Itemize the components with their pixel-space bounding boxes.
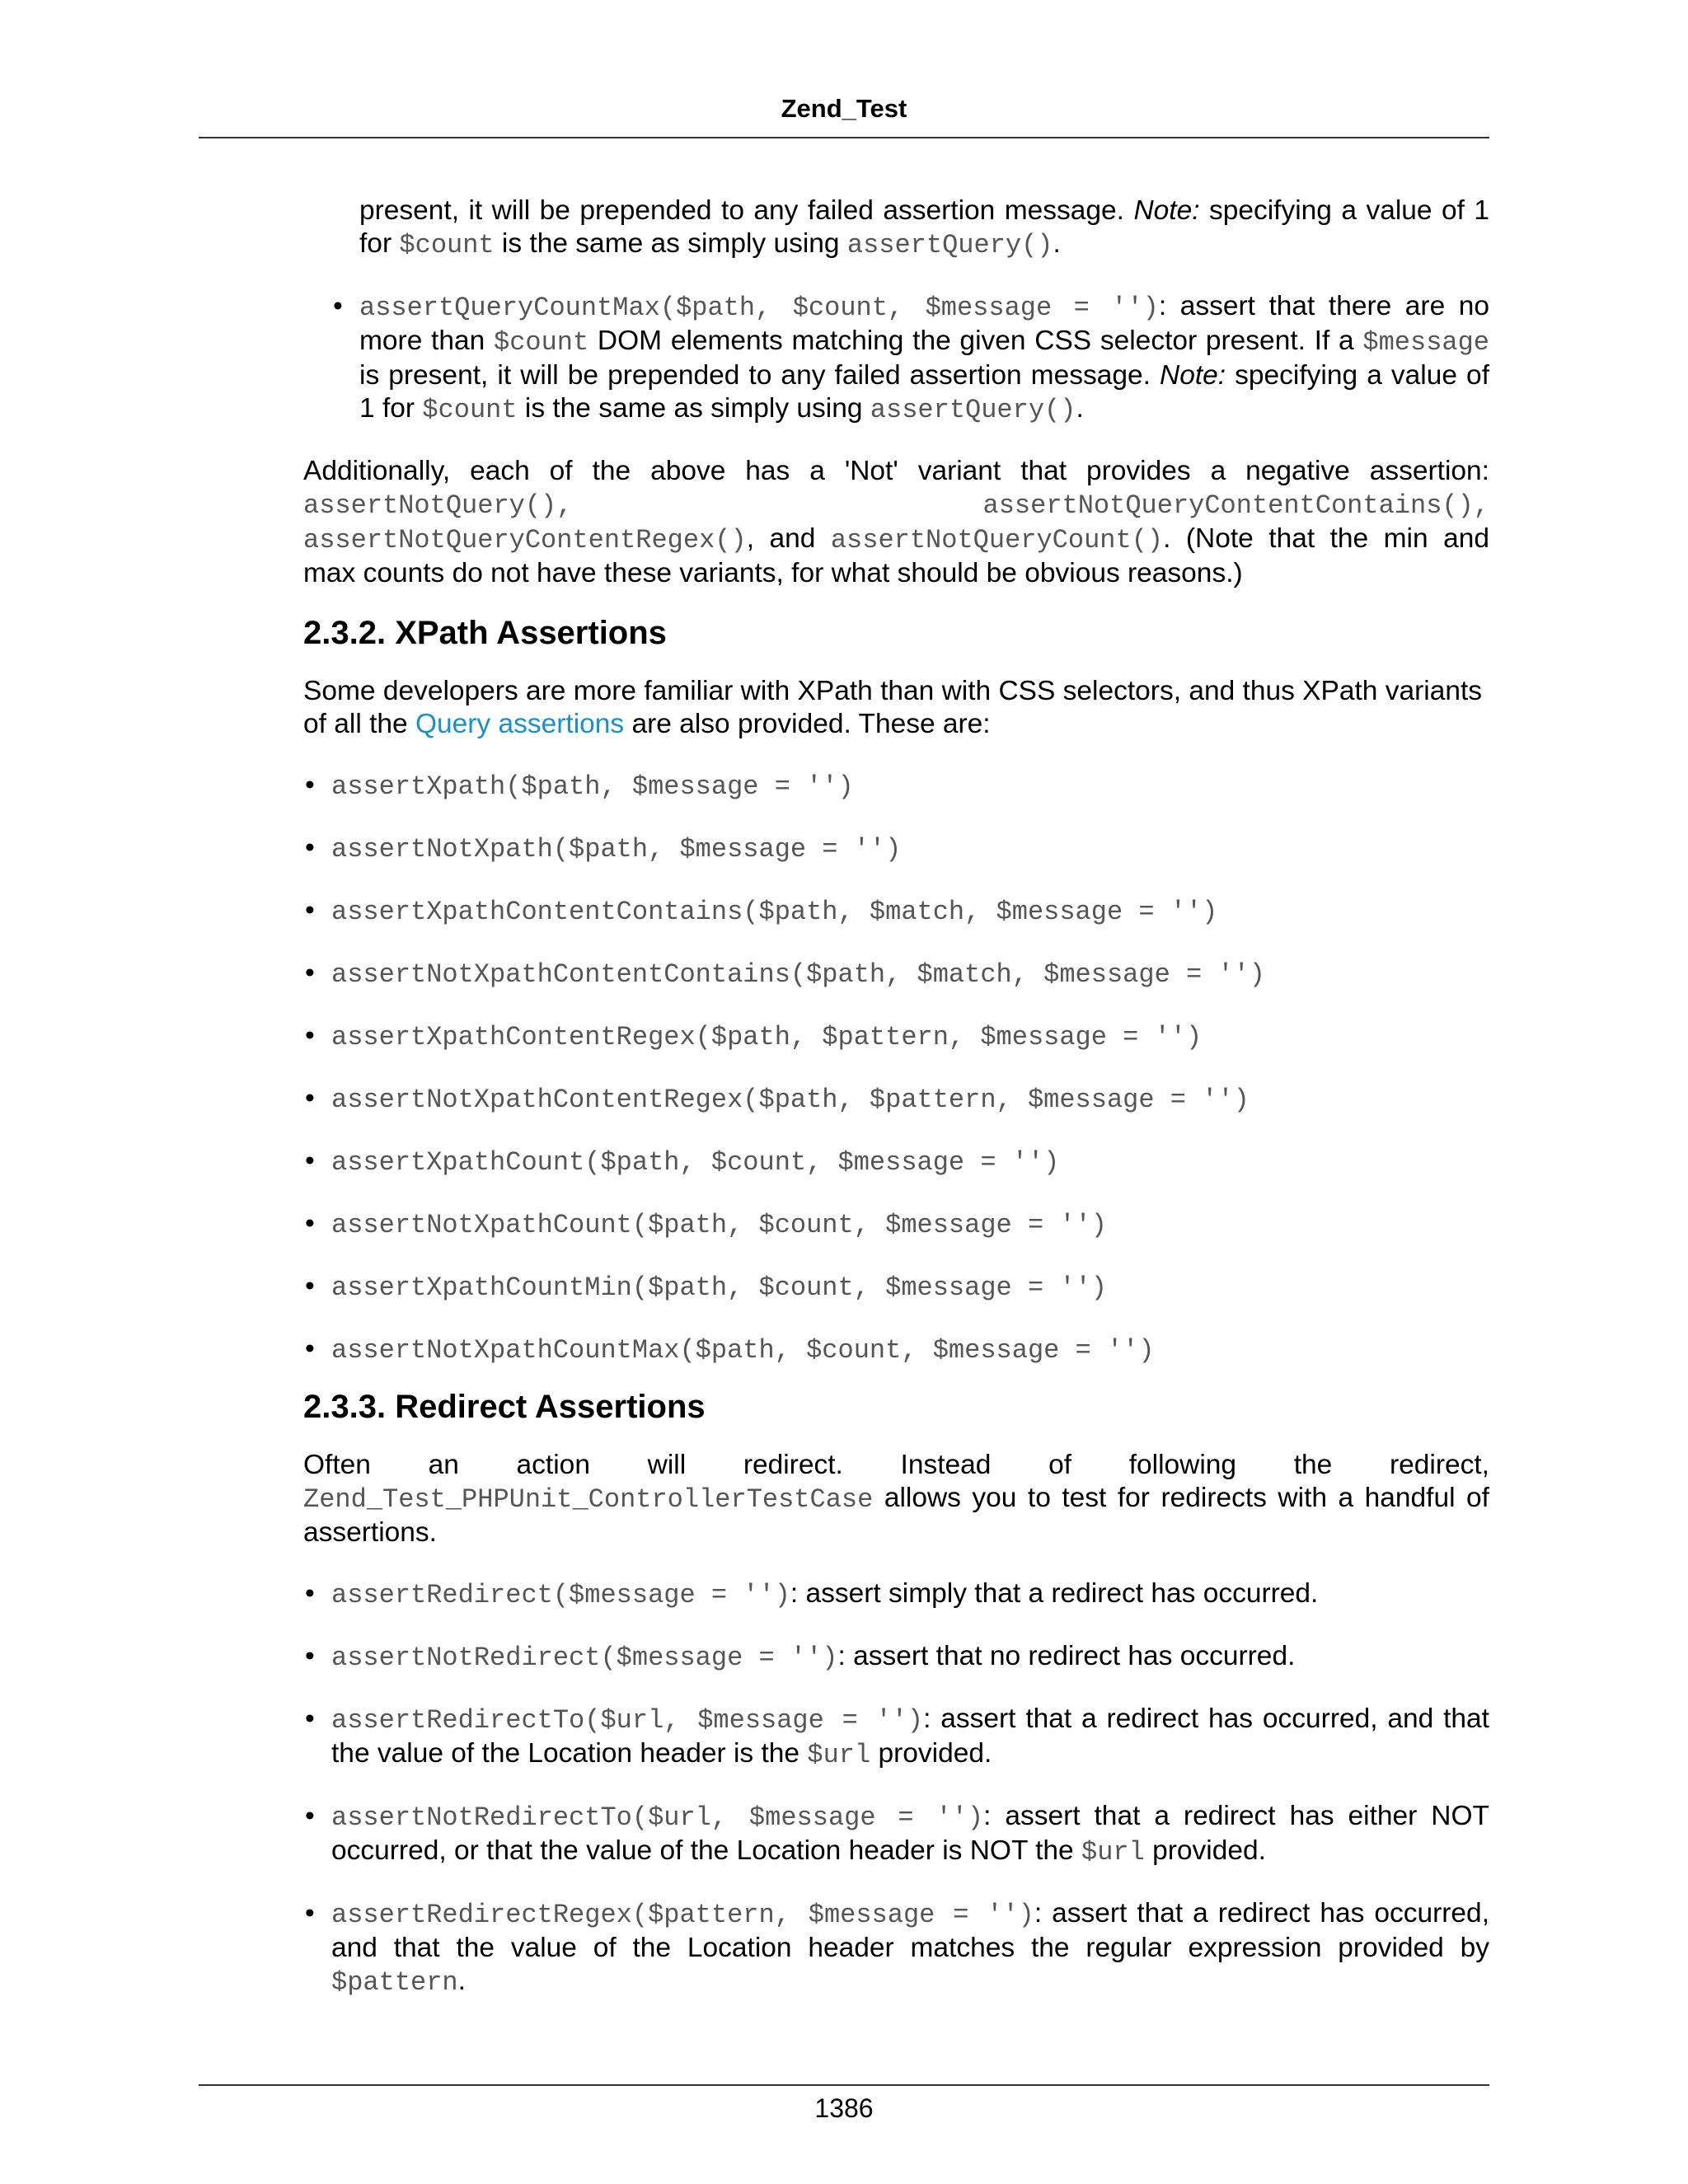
code-fn: assertNotQueryContentRegex()	[303, 525, 747, 555]
method-signature: assertQueryCountMax($path, $count, $message = '')	[359, 293, 1159, 323]
list-item	[303, 1019, 1489, 1054]
bullet-icon: •	[333, 291, 343, 321]
text: : assert that a redirect has occurred, and that the value of the Location header matches the regular expression provided by	[331, 1898, 1489, 1963]
text: . (Note that the min and max counts do not have these variants, for what should be obvious reasons.)	[303, 523, 1489, 588]
bullet-icon: •	[305, 1704, 315, 1734]
text: are also provided. These are:	[624, 709, 991, 739]
code-fn: assertNotQueryCount()	[830, 525, 1164, 555]
bullet-icon: •	[305, 1020, 315, 1051]
text: : assert that no redirect has occurred.	[837, 1641, 1296, 1671]
bullet-icon: •	[305, 1208, 315, 1239]
code-var: $url	[1081, 1837, 1145, 1868]
text: .	[1076, 393, 1084, 424]
note-label: Note:	[1133, 195, 1200, 226]
list-item	[303, 1333, 1489, 1367]
bullet-icon: •	[305, 1578, 315, 1609]
list-item	[303, 1640, 1489, 1675]
list-item	[303, 957, 1489, 991]
text: present, it will be prepended to any failed assertion message.	[359, 195, 1134, 226]
text: is present, it will be prepended to any failed assertion message.	[359, 360, 1160, 391]
method-signature: assertNotXpath($path, $message = '')	[331, 834, 902, 865]
query-list	[331, 290, 1489, 427]
list-item	[303, 1082, 1489, 1117]
code-fn: assertQuery()	[846, 230, 1053, 260]
text: is the same as simply using	[517, 393, 870, 424]
list-item	[303, 1897, 1489, 1999]
text: , and	[746, 523, 831, 554]
list-item	[331, 290, 1489, 427]
list-item	[303, 1145, 1489, 1179]
code-fn: assertNotQueryContentContains(),	[982, 490, 1489, 521]
text: : assert that a redirect has occurred, and that the value of the Location header is the	[331, 1704, 1489, 1769]
text: : assert that a redirect has either NOT occurred, or that the value of the Location header is NOT the	[331, 1801, 1490, 1866]
code-var: $message	[1362, 327, 1489, 358]
bullet-icon: •	[305, 895, 315, 926]
code-var: $url	[807, 1740, 871, 1770]
page-content	[303, 194, 1490, 1999]
bullet-icon: •	[305, 1146, 315, 1176]
method-signature: assertXpathCount($path, $count, $message = '')	[331, 1147, 1060, 1178]
method-signature: assertNotXpathCount($path, $count, $message = '')	[331, 1210, 1107, 1240]
bullet-icon: •	[305, 1333, 315, 1364]
list-item	[303, 1577, 1489, 1612]
text: .	[1053, 228, 1061, 259]
page-number: 1386	[814, 2093, 874, 2123]
text: Additionally, each of the above has a 'Not' variant that provides a negative assertion:	[303, 456, 1489, 486]
list-item	[303, 894, 1489, 929]
bullet-icon: •	[305, 958, 315, 988]
method-signature: assertNotXpathContentContains($path, $match, $message = '')	[331, 959, 1265, 990]
method-signature: assertXpathCountMin($path, $count, $message = '')	[331, 1272, 1107, 1303]
bullet-icon: •	[305, 1641, 315, 1671]
additionally-paragraph	[303, 455, 1489, 590]
text: provided.	[1144, 1835, 1266, 1866]
text: Some developers are more familiar with XPath than with CSS selectors, and thus XPath variants of all the	[303, 676, 1483, 739]
text: provided.	[870, 1738, 992, 1769]
bullet-icon: •	[305, 832, 315, 863]
text: : assert simply that a redirect has occurred.	[790, 1578, 1319, 1609]
bullet-icon: •	[305, 770, 315, 800]
method-signature: assertXpathContentRegex($path, $pattern, $message = '')	[331, 1022, 1203, 1052]
bullet-icon: •	[305, 1083, 315, 1113]
text: .	[457, 1966, 466, 1996]
method-signature: assertRedirectRegex($pattern, $message = '')	[331, 1900, 1034, 1930]
code-var: $count	[399, 230, 495, 260]
text: specifying a value of 1 for	[359, 195, 1489, 259]
text: Often an action will redirect. Instead of following the redirect,	[303, 1450, 1489, 1480]
redirect-intro	[303, 1449, 1489, 1549]
list-item	[303, 1270, 1489, 1305]
method-signature: assertNotRedirectTo($url, $message = '')	[331, 1802, 984, 1833]
section-heading-redirect: 2.3.3. Redirect Assertions	[303, 1389, 706, 1425]
bullet-icon: •	[305, 1801, 315, 1831]
xpath-list	[303, 769, 1489, 1367]
bullet-icon: •	[305, 1271, 315, 1301]
header-rule	[199, 137, 1489, 138]
xpath-intro	[303, 675, 1489, 741]
text: : assert that there are no more than	[359, 291, 1490, 356]
text: allows you to test for redirects with a handful of assertions.	[303, 1483, 1489, 1548]
note-label: Note:	[1160, 360, 1226, 391]
footer-rule	[199, 2084, 1489, 2086]
method-signature: assertNotXpathCountMax($path, $count, $message = '')	[331, 1335, 1155, 1366]
redirect-list	[303, 1577, 1489, 1999]
list-item	[303, 769, 1489, 804]
class-name: Zend_Test_PHPUnit_ControllerTestCase	[303, 1484, 874, 1515]
query-assertions-link[interactable]: Query assertions	[415, 709, 625, 739]
method-signature: assertNotRedirect($message = '')	[331, 1643, 838, 1673]
method-signature: assertRedirect($message = '')	[331, 1580, 790, 1610]
running-header: Zend_Test	[781, 94, 907, 123]
text: DOM elements matching the given CSS selector present. If a	[588, 326, 1363, 356]
section-heading-xpath: 2.3.2. XPath Assertions	[303, 615, 667, 651]
code-fn: assertQuery()	[870, 395, 1076, 425]
code-fn: assertNotQuery(),	[303, 490, 573, 521]
list-item	[303, 1703, 1489, 1772]
code-var: $count	[493, 327, 589, 358]
method-signature: assertXpath($path, $message = '')	[331, 771, 854, 802]
bullet-icon: •	[305, 1898, 315, 1929]
list-item	[303, 1800, 1489, 1869]
method-signature: assertXpathContentContains($path, $match, $message = '')	[331, 897, 1218, 927]
method-signature: assertRedirectTo($url, $message = '')	[331, 1705, 924, 1736]
list-item	[303, 1207, 1489, 1242]
text: is the same as simply using	[494, 228, 847, 259]
code-var: $count	[422, 395, 518, 425]
code-var: $pattern	[331, 1967, 458, 1998]
continued-item-text	[331, 194, 1489, 262]
method-signature: assertNotXpathContentRegex($path, $pattern, $message = '')	[331, 1085, 1250, 1115]
text: specifying a value of 1 for	[359, 360, 1489, 424]
list-item	[303, 832, 1489, 866]
